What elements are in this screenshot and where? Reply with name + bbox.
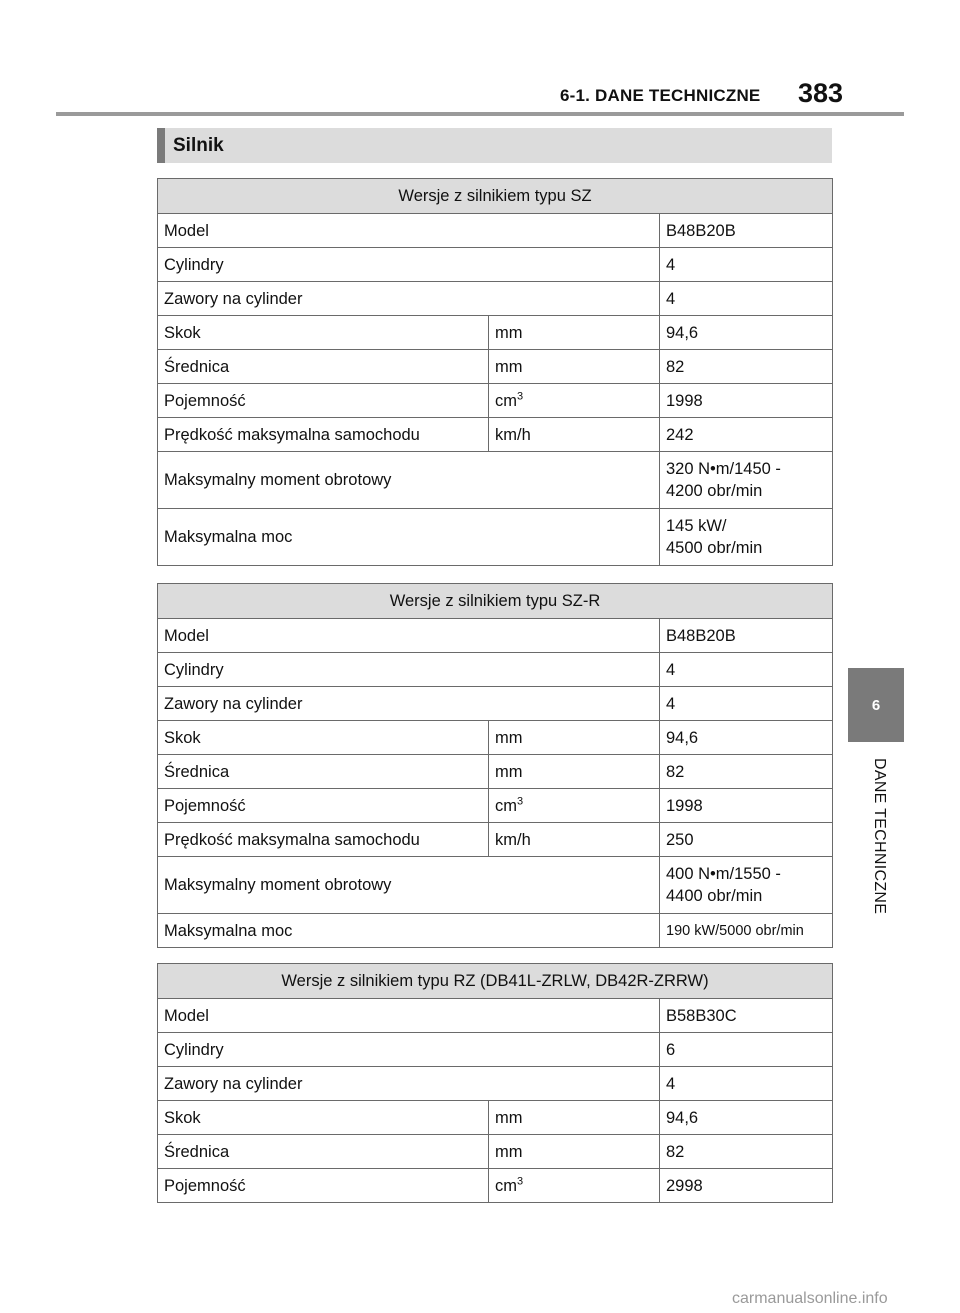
table-row: Model B48B20B — [158, 214, 833, 248]
table-row: Cylindry 4 — [158, 653, 833, 687]
page-number: 383 — [798, 78, 844, 108]
header-rule — [56, 112, 904, 116]
table-row: Prędkość maksymalna samochodu km/h 242 — [158, 418, 833, 452]
table-row: Średnica mm 82 — [158, 350, 833, 384]
table-row: Średnica mm 82 — [158, 755, 833, 789]
table-row: Skok mm 94,6 — [158, 1101, 833, 1135]
watermark: carmanualsonline.info — [732, 1290, 888, 1307]
spec-table-rz — [157, 963, 833, 1203]
table-row: Cylindry 6 — [158, 1033, 833, 1067]
table-row: Maksymalna moc 190 kW/5000 obr/min — [158, 914, 833, 948]
table-row: Zawory na cylinder 4 — [158, 282, 833, 316]
table-row: Skok mm 94,6 — [158, 316, 833, 350]
table-row: Zawory na cylinder 4 — [158, 1067, 833, 1101]
table-row: Średnica mm 82 — [158, 1135, 833, 1169]
table-row: Maksymalny moment obrotowy 400 N•m/1550 - 4400 obr/min — [158, 857, 833, 914]
table-row: Cylindry 4 — [158, 248, 833, 282]
table-row: Pojemność $cm^3$ 1998 — [158, 384, 833, 418]
table-row: Model B58B30C — [158, 999, 833, 1033]
chapter-label: DANE TECHNICZNE — [871, 758, 888, 915]
spec-table-sz-r — [157, 583, 833, 948]
table-title: Wersje z silnikiem typu RZ (DB41L-ZRLW, DB42R-ZRRW) — [158, 964, 833, 999]
table-row: Pojemność $cm^3$ 1998 — [158, 789, 833, 823]
section-title-bar — [157, 128, 832, 163]
chapter-tab: 6 — [848, 668, 904, 742]
table-title: Wersje z silnikiem typu SZ — [158, 179, 833, 214]
spec-table-sz — [157, 178, 833, 566]
table-row: Zawory na cylinder 4 — [158, 687, 833, 721]
table-row: Maksymalna moc 145 kW/ 4500 obr/min — [158, 509, 833, 566]
table-row: Pojemność $cm^3$ 2998 — [158, 1169, 833, 1203]
table-row: Maksymalny moment obrotowy 320 N•m/1450 - 4200 obr/min — [158, 452, 833, 509]
table-title: Wersje z silnikiem typu SZ-R — [158, 584, 833, 619]
table-row: Model B48B20B — [158, 619, 833, 653]
table-row: Skok mm 94,6 — [158, 721, 833, 755]
section-header: 6-1. DANE TECHNICZNE — [560, 86, 761, 105]
table-row: Prędkość maksymalna samochodu km/h 250 — [158, 823, 833, 857]
section-title: Silnik — [173, 135, 224, 156]
